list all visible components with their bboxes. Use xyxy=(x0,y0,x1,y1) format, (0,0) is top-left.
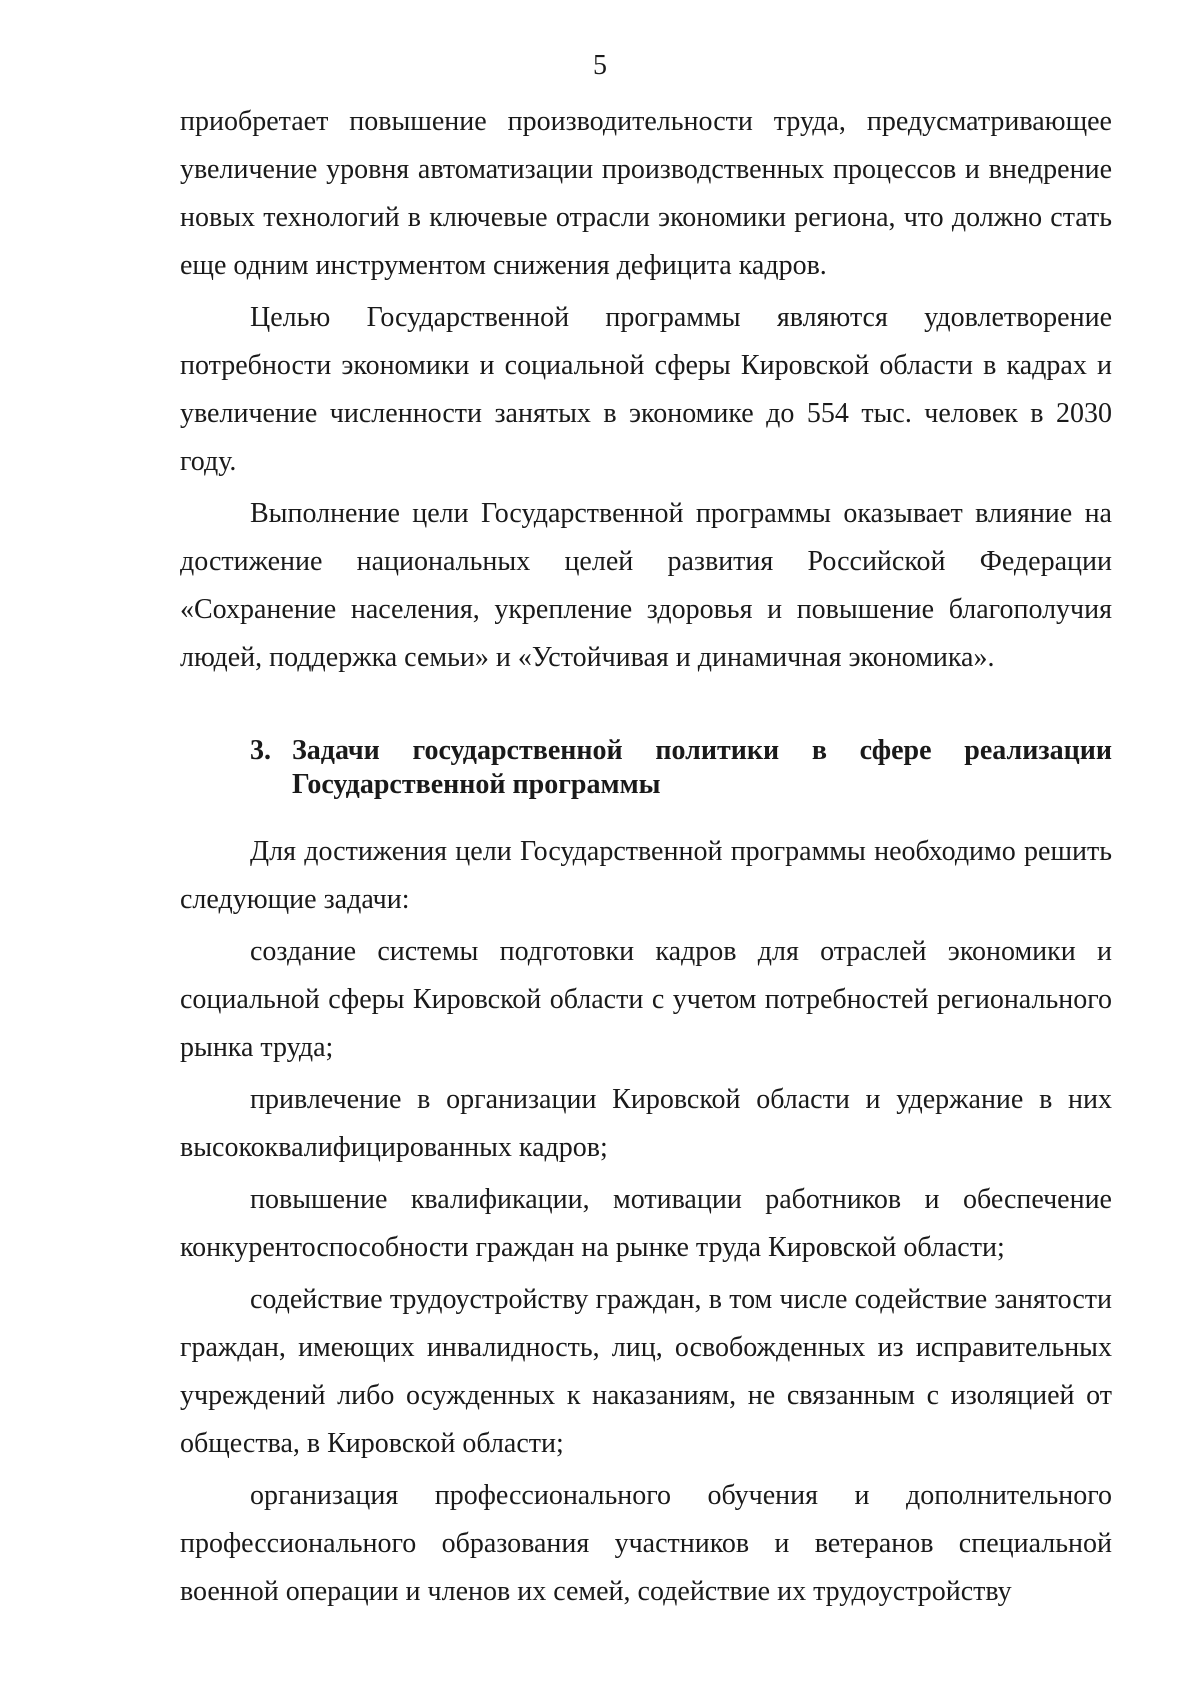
section-number: 3. xyxy=(250,735,271,766)
section-heading xyxy=(180,734,1112,802)
paragraph-national-goals: Выполнение цели Государственной программы оказывает влияние на достижение национальных целей развития Российской Федерации «Сохранение населения, укрепление здоровья и повышение благополучия людей, поддержка семьи» и «Устойчивая и динамичная экономика». xyxy=(180,498,1112,673)
list-item-task-attract-talent: привлечение в организации Кировской области и удержание в них высококвалифицированных кадров; xyxy=(180,1084,1112,1163)
list-item-task-training-system: создание системы подготовки кадров для отраслей экономики и социальной сферы Кировской области с учетом потребностей регионального рынка труда; xyxy=(180,936,1112,1063)
section-title: Задачи государственной политики в сфере реализации Государственной программы xyxy=(292,735,1112,800)
list-item-task-veterans-training: организация профессионального обучения и дополнительного профессионального образования участников и ветеранов специальной военной операции и членов их семей, содействие их трудоустройству xyxy=(180,1480,1112,1607)
page-number: 5 xyxy=(593,50,607,81)
paragraph-tasks-intro: Для достижения цели Государственной программы необходимо решить следующие задачи: xyxy=(180,836,1112,915)
list-item-task-employment-assistance: содействие трудоустройству граждан, в том числе содействие занятости граждан, имеющих инвалидность, лиц, освобожденных из исправительных учреждений либо осужденных к наказаниям, не связанным с изоляцией от общества, в Кировской области; xyxy=(180,1284,1112,1459)
paragraph-program-goal: Целью Государственной программы являются удовлетворение потребности экономики и социальной сферы Кировской области в кадрах и увеличение численности занятых в экономике до 554 тыс. человек в 2030 году. xyxy=(180,302,1112,477)
document-body xyxy=(180,98,1112,1620)
paragraph-continuation: приобретает повышение производительности труда, предусматривающее увеличение уровня автоматизации производственных процессов и внедрение новых технологий в ключевые отрасли экономики региона, что должно стать еще одним инструментом снижения дефицита кадров. xyxy=(180,106,1112,281)
list-item-task-qualification: повышение квалификации, мотивации работников и обеспечение конкурентоспособности граждан на рынке труда Кировской области; xyxy=(180,1184,1112,1263)
